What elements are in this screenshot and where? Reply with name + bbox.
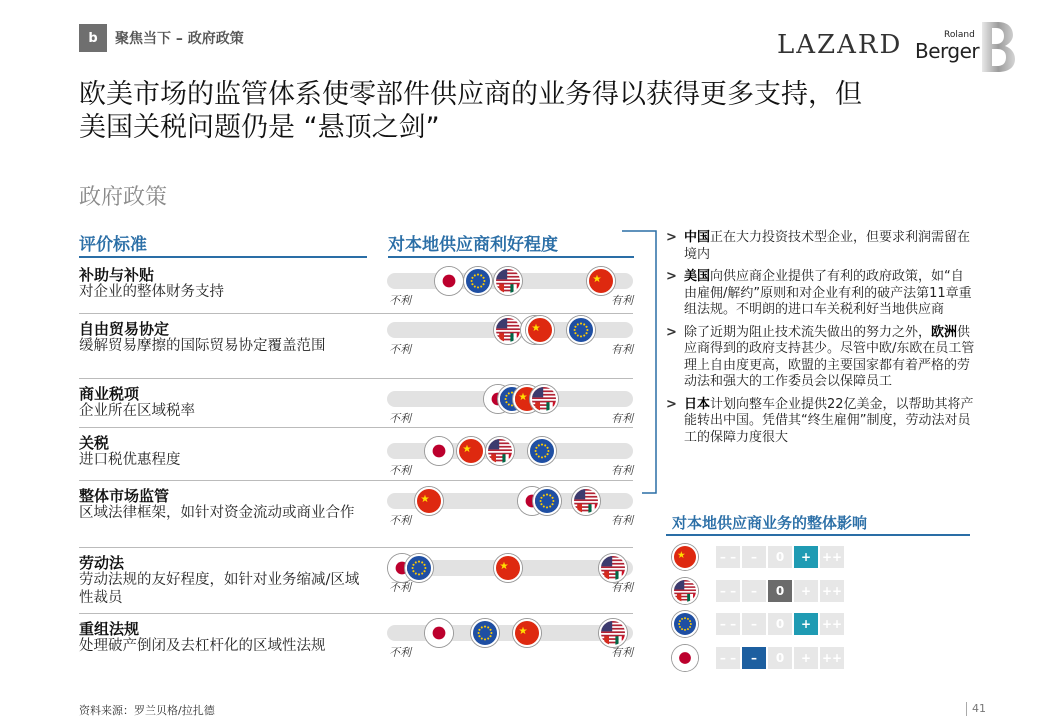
row-divider <box>79 613 633 614</box>
criteria-title: 补助与补贴 <box>79 266 155 284</box>
commentary-text: 向供应商企业提供了有利的政府政策，如“自由雇佣/解约”原则和对企业有利的破产法第11章重组法规。不明朗的进口车关税利好当地供应商 <box>684 269 972 317</box>
eu-flag-icon <box>471 619 499 647</box>
scale-label-negative: 不利 <box>389 412 411 425</box>
country-name: 美国 <box>684 269 711 284</box>
commentary-list <box>666 230 976 452</box>
criteria-row <box>79 480 633 547</box>
criteria-title: 整体市场监管 <box>79 487 170 505</box>
criteria-row <box>79 313 633 378</box>
scale-label-positive: 有利 <box>611 343 633 356</box>
impact-header: 对本地供应商业务的整体影响 <box>672 514 868 532</box>
us-flag-icon <box>572 487 600 515</box>
impact-cell: – – <box>716 580 740 602</box>
impact-cell: + <box>794 613 818 635</box>
title-line-1: 欧美市场的监管体系使零部件供应商的业务得以获得更多支持，但 <box>79 79 862 110</box>
berger-text: Berger <box>915 39 980 63</box>
criteria-desc: 企业所在区域税率 <box>79 403 195 419</box>
us-flag-icon <box>486 437 514 465</box>
favor-scale <box>387 490 633 534</box>
criteria-header-rule <box>79 256 367 258</box>
favor-scale <box>387 388 633 432</box>
favorability-header: 对本地供应商利好程度 <box>388 235 558 255</box>
impact-cell: – – <box>716 647 740 669</box>
page-number: 41 <box>972 702 986 715</box>
impact-cell: + <box>794 647 818 669</box>
country-name: 中国 <box>684 230 711 245</box>
scale-label-positive: 有利 <box>611 294 633 307</box>
scale-label-positive: 有利 <box>611 646 633 659</box>
commentary-item: > 中国正在大力投资技术型企业，但要求利润需留在境内 <box>666 230 971 262</box>
roland-berger-logo <box>912 22 1022 72</box>
row-divider <box>79 427 633 428</box>
impact-cell: – – <box>716 546 740 568</box>
impact-flag-wrap <box>672 611 698 637</box>
criteria-row <box>79 378 633 427</box>
japan-flag-icon <box>425 619 453 647</box>
favor-scale <box>387 557 633 601</box>
eu-flag-icon <box>405 554 433 582</box>
criteria-desc: 缓解贸易摩擦的国际贸易协定覆盖范围 <box>79 338 326 354</box>
impact-flag-wrap <box>672 645 698 671</box>
row-divider <box>79 378 633 379</box>
rb-b-icon <box>978 22 1016 72</box>
impact-cell: 0 <box>768 580 792 602</box>
title-line-2: 美国关税问题仍是 “悬顶之剑” <box>79 112 440 143</box>
us-flag-icon <box>599 554 627 582</box>
us-flag-icon <box>530 385 558 413</box>
section-letter: b <box>79 24 107 52</box>
criteria-row <box>79 259 633 313</box>
impact-rating-scale <box>716 647 844 669</box>
roland-text: Roland <box>944 30 975 40</box>
scale-label-negative: 不利 <box>389 343 411 356</box>
japan-flag-icon <box>672 645 698 671</box>
impact-rating-scale <box>716 613 844 635</box>
eu-flag-icon <box>533 487 561 515</box>
criteria-desc: 进口税优惠程度 <box>79 452 181 468</box>
commentary-item: > 美国向供应商企业提供了有利的政府政策，如“自由雇佣/解约”原则和对企业有利的破产法第11章重组法规。不明朗的进口车关税利好当地供应商 <box>666 269 972 317</box>
scale-bar <box>387 625 633 641</box>
favor-scale <box>387 319 633 363</box>
impact-cell: + <box>794 546 818 568</box>
commentary-pretext: 除了近期为阻止技术流失做出的努力之外， <box>684 324 932 340</box>
country-name: 欧洲 <box>931 324 958 340</box>
row-divider <box>79 313 633 314</box>
impact-cell: 0 <box>768 546 792 568</box>
scale-label-negative: 不利 <box>389 464 411 477</box>
impact-cell: ++ <box>820 647 844 669</box>
us-flag-icon <box>494 267 522 295</box>
criteria-title: 自由贸易协定 <box>79 320 170 338</box>
criteria-desc: 对企业的整体财务支持 <box>79 284 224 300</box>
commentary-text: 正在大力投资技术型企业，但要求利润需留在境内 <box>684 230 971 262</box>
us-flag-icon <box>494 316 522 344</box>
impact-cell: ++ <box>820 613 844 635</box>
scale-label-negative: 不利 <box>389 581 411 594</box>
favor-scale <box>387 622 633 666</box>
commentary-text: 计划向整车企业提供22亿美金，以帮助其将产能转出中国。凭借其“终生雇佣”制度，劳动法对员工的保障力度很大 <box>684 396 974 445</box>
us-flag-icon <box>599 619 627 647</box>
china-flag-icon <box>494 554 522 582</box>
criteria-desc: 处理破产倒闭及去杠杆化的区域性法规 <box>79 638 326 654</box>
subtitle: 政府政策 <box>79 185 168 210</box>
impact-rating-scale <box>716 580 844 602</box>
country-name: 日本 <box>684 396 711 412</box>
favor-scale <box>387 440 633 484</box>
criteria-desc: 区域法律框架，如针对资金流动或商业合作 <box>79 505 355 521</box>
china-flag-icon <box>415 487 443 515</box>
japan-flag-icon <box>435 267 463 295</box>
china-flag-icon <box>587 267 615 295</box>
impact-cell: ++ <box>820 580 844 602</box>
scale-label-positive: 有利 <box>611 464 633 477</box>
criteria-desc: 劳动法规的友好程度，如针对业务缩减/区域性裁员 <box>79 572 360 606</box>
china-flag-icon <box>526 316 554 344</box>
criteria-row <box>79 547 633 613</box>
impact-cell: – – <box>716 613 740 635</box>
criteria-title: 劳动法 <box>79 554 125 572</box>
impact-flag-wrap <box>672 578 698 604</box>
commentary-item: > 日本计划向整车企业提供22亿美金，以帮助其将产能转出中国。凭借其“终生雇佣”制度，劳动法对员工的保障力度很大 <box>666 396 974 445</box>
eu-flag-icon <box>528 437 556 465</box>
page-title <box>79 78 999 144</box>
favorability-header-rule <box>388 256 634 258</box>
criteria-row <box>79 613 633 679</box>
scale-label-negative: 不利 <box>389 514 411 527</box>
commentary-text: 供应商得到的政府支持甚少。尽管中欧/东欧在员工管理上自由度更高，欧盟的主要国家都有着严格的劳动法和强大的工作委员会以保障员工 <box>684 324 975 389</box>
impact-cell: – <box>742 613 766 635</box>
criteria-title: 重组法规 <box>79 620 140 638</box>
row-divider <box>79 547 633 548</box>
impact-cell: + <box>794 580 818 602</box>
impact-cell: 0 <box>768 613 792 635</box>
section-tag <box>79 24 244 52</box>
impact-cell: – <box>742 546 766 568</box>
scale-label-negative: 不利 <box>389 646 411 659</box>
us-flag-icon <box>672 578 698 604</box>
eu-flag-icon <box>567 316 595 344</box>
source-footnote: 资料来源：罗兰贝格/拉扎德 <box>79 704 215 717</box>
criteria-header: 评价标准 <box>79 235 147 255</box>
scale-label-positive: 有利 <box>611 412 633 425</box>
china-flag-icon <box>513 619 541 647</box>
section-label: 聚焦当下 – 政府政策 <box>115 31 244 47</box>
row-divider <box>79 480 633 481</box>
japan-flag-icon <box>425 437 453 465</box>
impact-flag-wrap <box>672 544 698 570</box>
eu-flag-icon <box>464 267 492 295</box>
scale-label-negative: 不利 <box>389 294 411 307</box>
criteria-title: 商业税项 <box>79 385 140 403</box>
scale-label-positive: 有利 <box>611 581 633 594</box>
scale-label-positive: 有利 <box>611 514 633 527</box>
favor-scale <box>387 270 633 314</box>
impact-cell: – <box>742 647 766 669</box>
china-flag-icon <box>457 437 485 465</box>
impact-cell: – <box>742 580 766 602</box>
china-flag-icon <box>672 544 698 570</box>
lazard-logo: LAZARD <box>777 30 903 60</box>
eu-flag-icon <box>672 611 698 637</box>
criteria-title: 关税 <box>79 434 110 452</box>
commentary-item: > 除了近期为阻止技术流失做出的努力之外，欧洲供应商得到的政府支持甚少。尽管中欧/东欧在员工管理上自由度更高，欧盟的主要国家都有着严格的劳动法和强大的工作委员会以保障员工 <box>666 324 975 389</box>
impact-rating-scale <box>716 546 844 568</box>
impact-cell: 0 <box>768 647 792 669</box>
criteria-row <box>79 427 633 480</box>
impact-header-rule <box>666 534 970 536</box>
impact-cell: ++ <box>820 546 844 568</box>
